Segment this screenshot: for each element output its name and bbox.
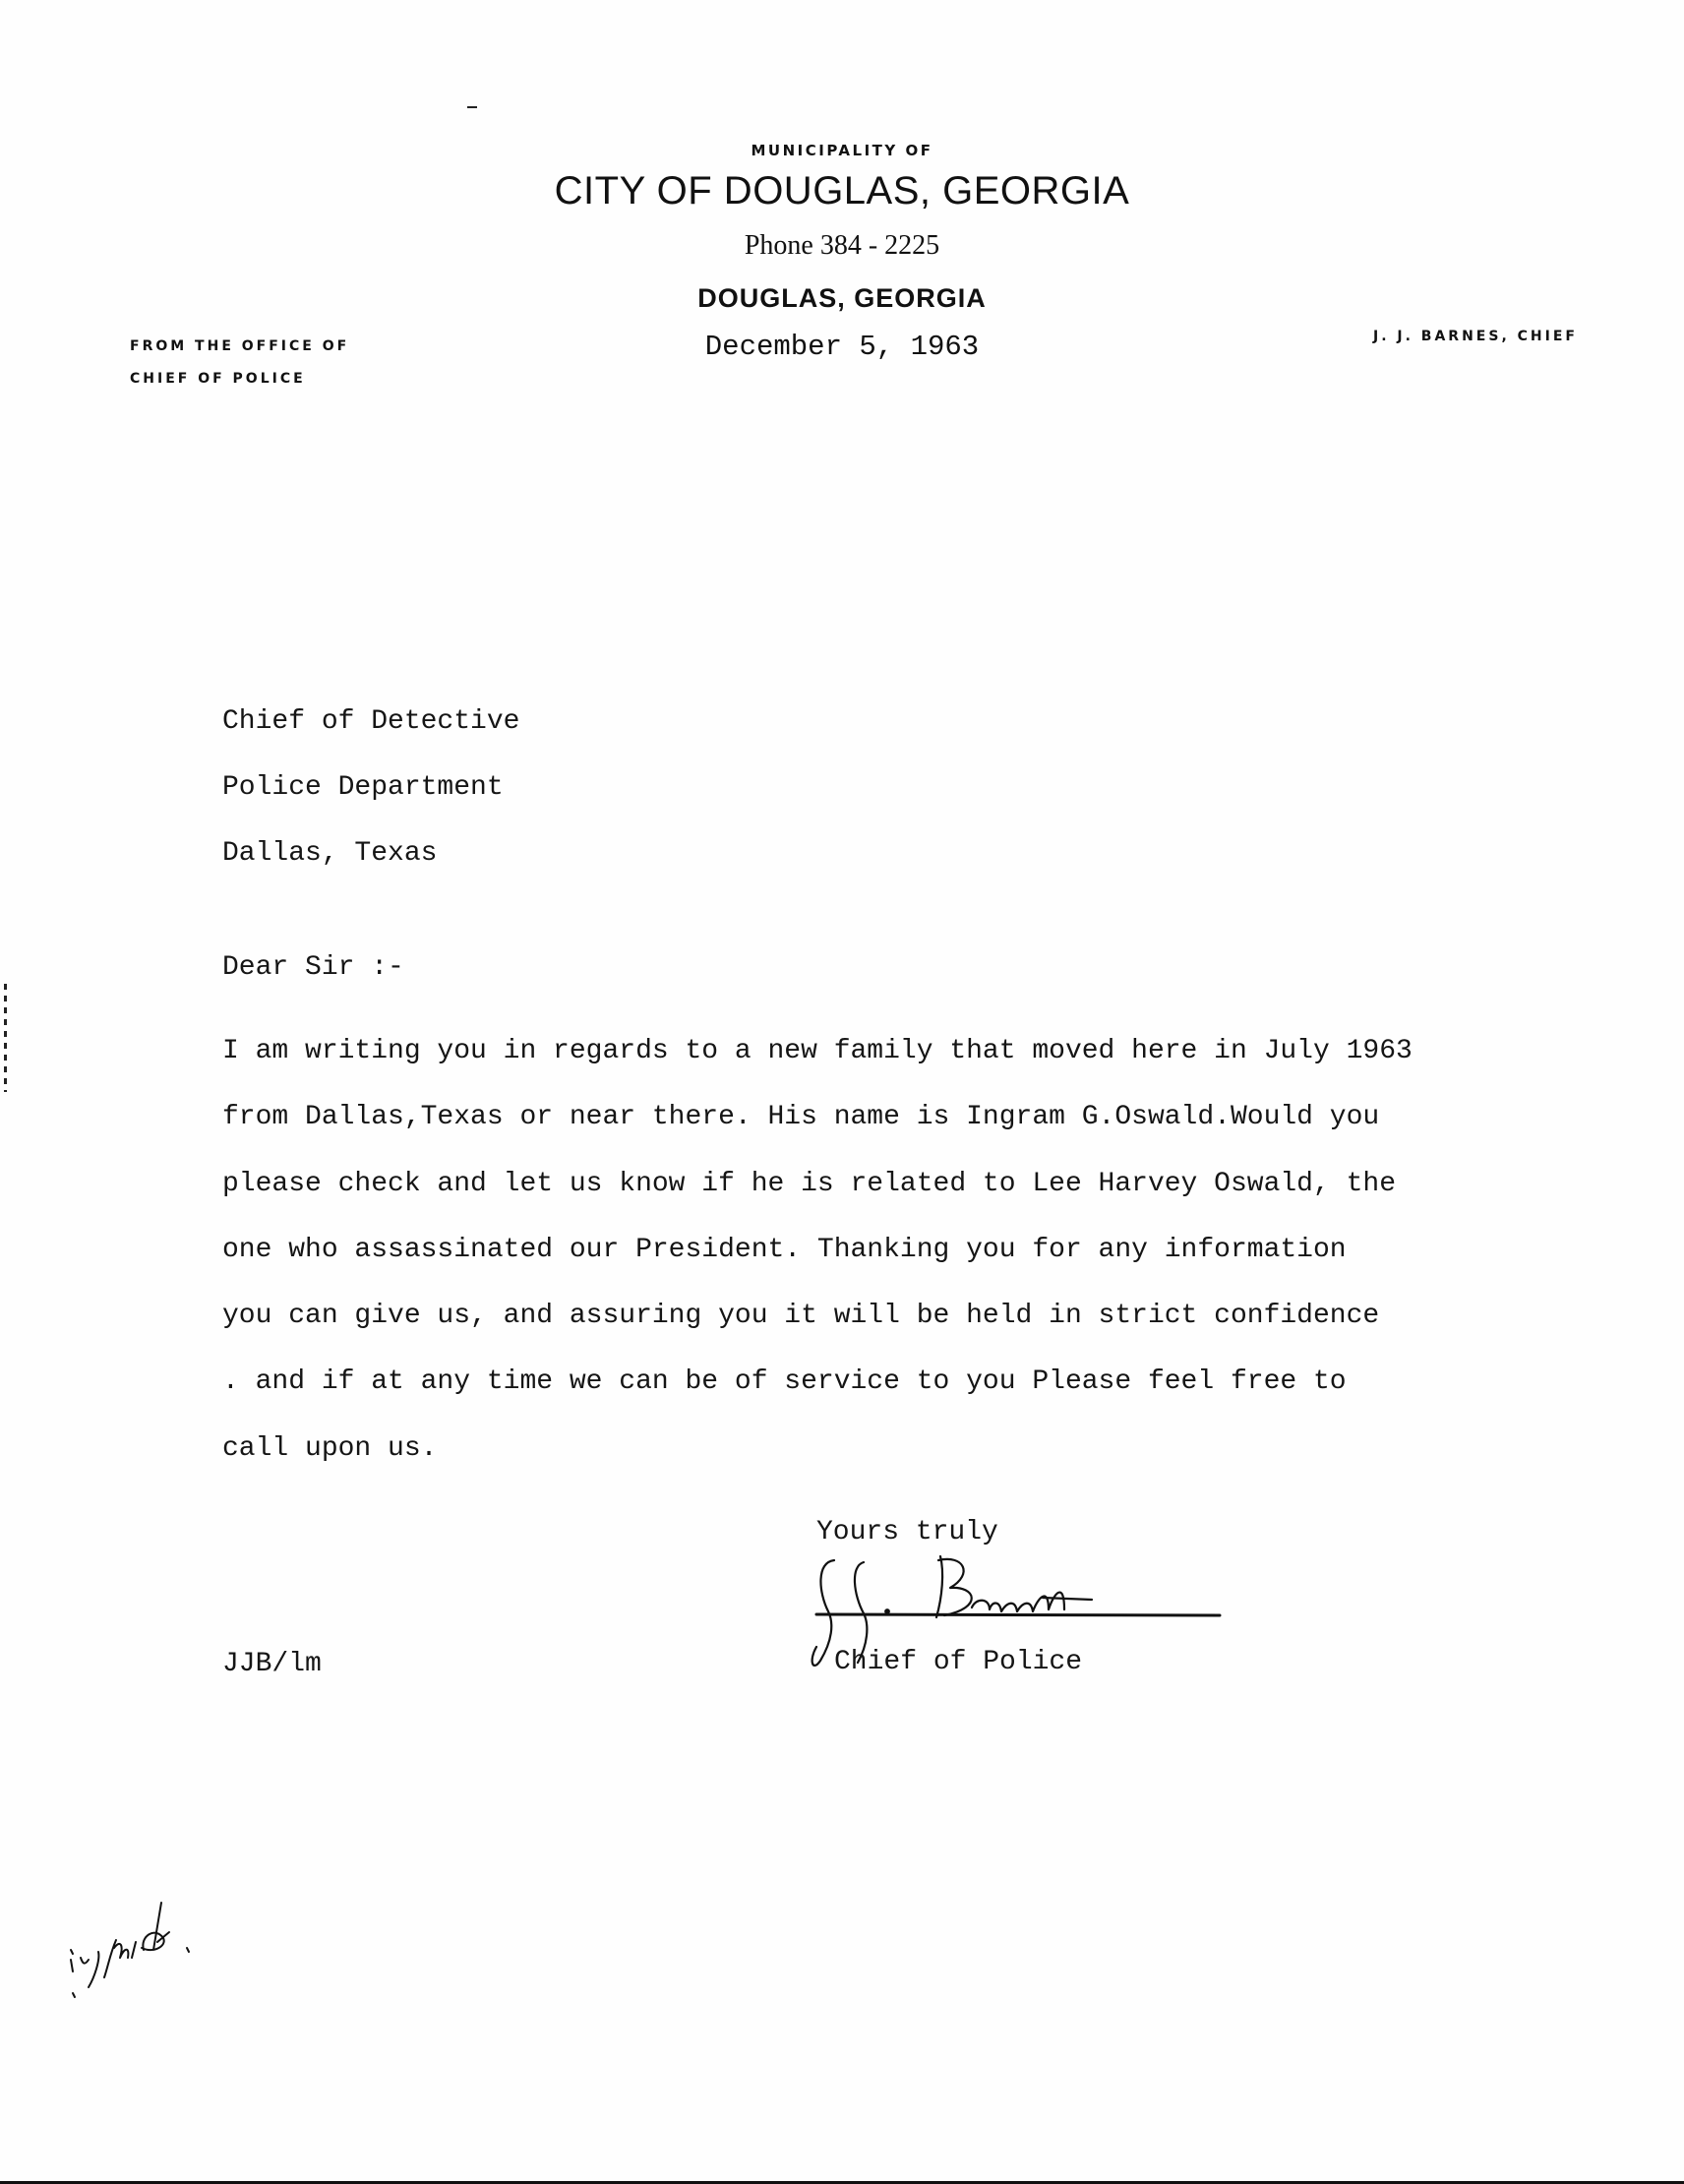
recipient-line-2: Police Department [222,772,504,803]
letterhead-city-name: CITY OF DOUGLAS, GEORGIA [554,169,1130,212]
recipient-line-3: Dallas, Texas [222,838,438,869]
office-line-1: FROM THE OFFICE OF [130,338,350,354]
reference-initials: JJB/lm [222,1649,322,1679]
stray-mark [467,106,477,108]
body-line: please check and let us know if he is related to Lee Harvey Oswald, the [222,1168,1396,1199]
letterhead-office-block [130,331,349,395]
body-line: you can give us, and assuring you it will be held in strict confidence [222,1301,1380,1332]
letterhead-municipality-label: MUNICIPALITY OF [751,142,933,159]
body-line: I am writing you in regards to a new family that moved here in July 1963 [222,1036,1413,1066]
body-line: call upon us. [222,1432,438,1464]
letter-body [222,1018,1413,1482]
letterhead-phone: Phone 384 - 2225 [744,230,940,261]
letterhead-town: DOUGLAS, GEORGIA [697,283,987,313]
margin-scan-marks [4,984,7,1092]
office-line-2: CHIEF OF POLICE [130,371,306,387]
letter-date: December 5, 1963 [704,331,980,363]
salutation: Dear Sir :- [222,952,404,983]
handwritten-margin-note [59,1889,256,2007]
letterhead-chief-name: J. J. BARNES, CHIEF [1373,329,1578,344]
recipient-line-1: Chief of Detective [222,706,520,737]
body-line: one who assassinated our President. Thanking you for any information [222,1234,1347,1265]
body-line: from Dallas,Texas or near there. His name is Ingram G.Oswald.Would you [222,1102,1380,1133]
signer-title: Chief of Police [834,1647,1083,1677]
body-line: . and if at any time we can be of service to you Please feel free to [222,1366,1347,1398]
valediction: Yours truly [816,1517,998,1547]
